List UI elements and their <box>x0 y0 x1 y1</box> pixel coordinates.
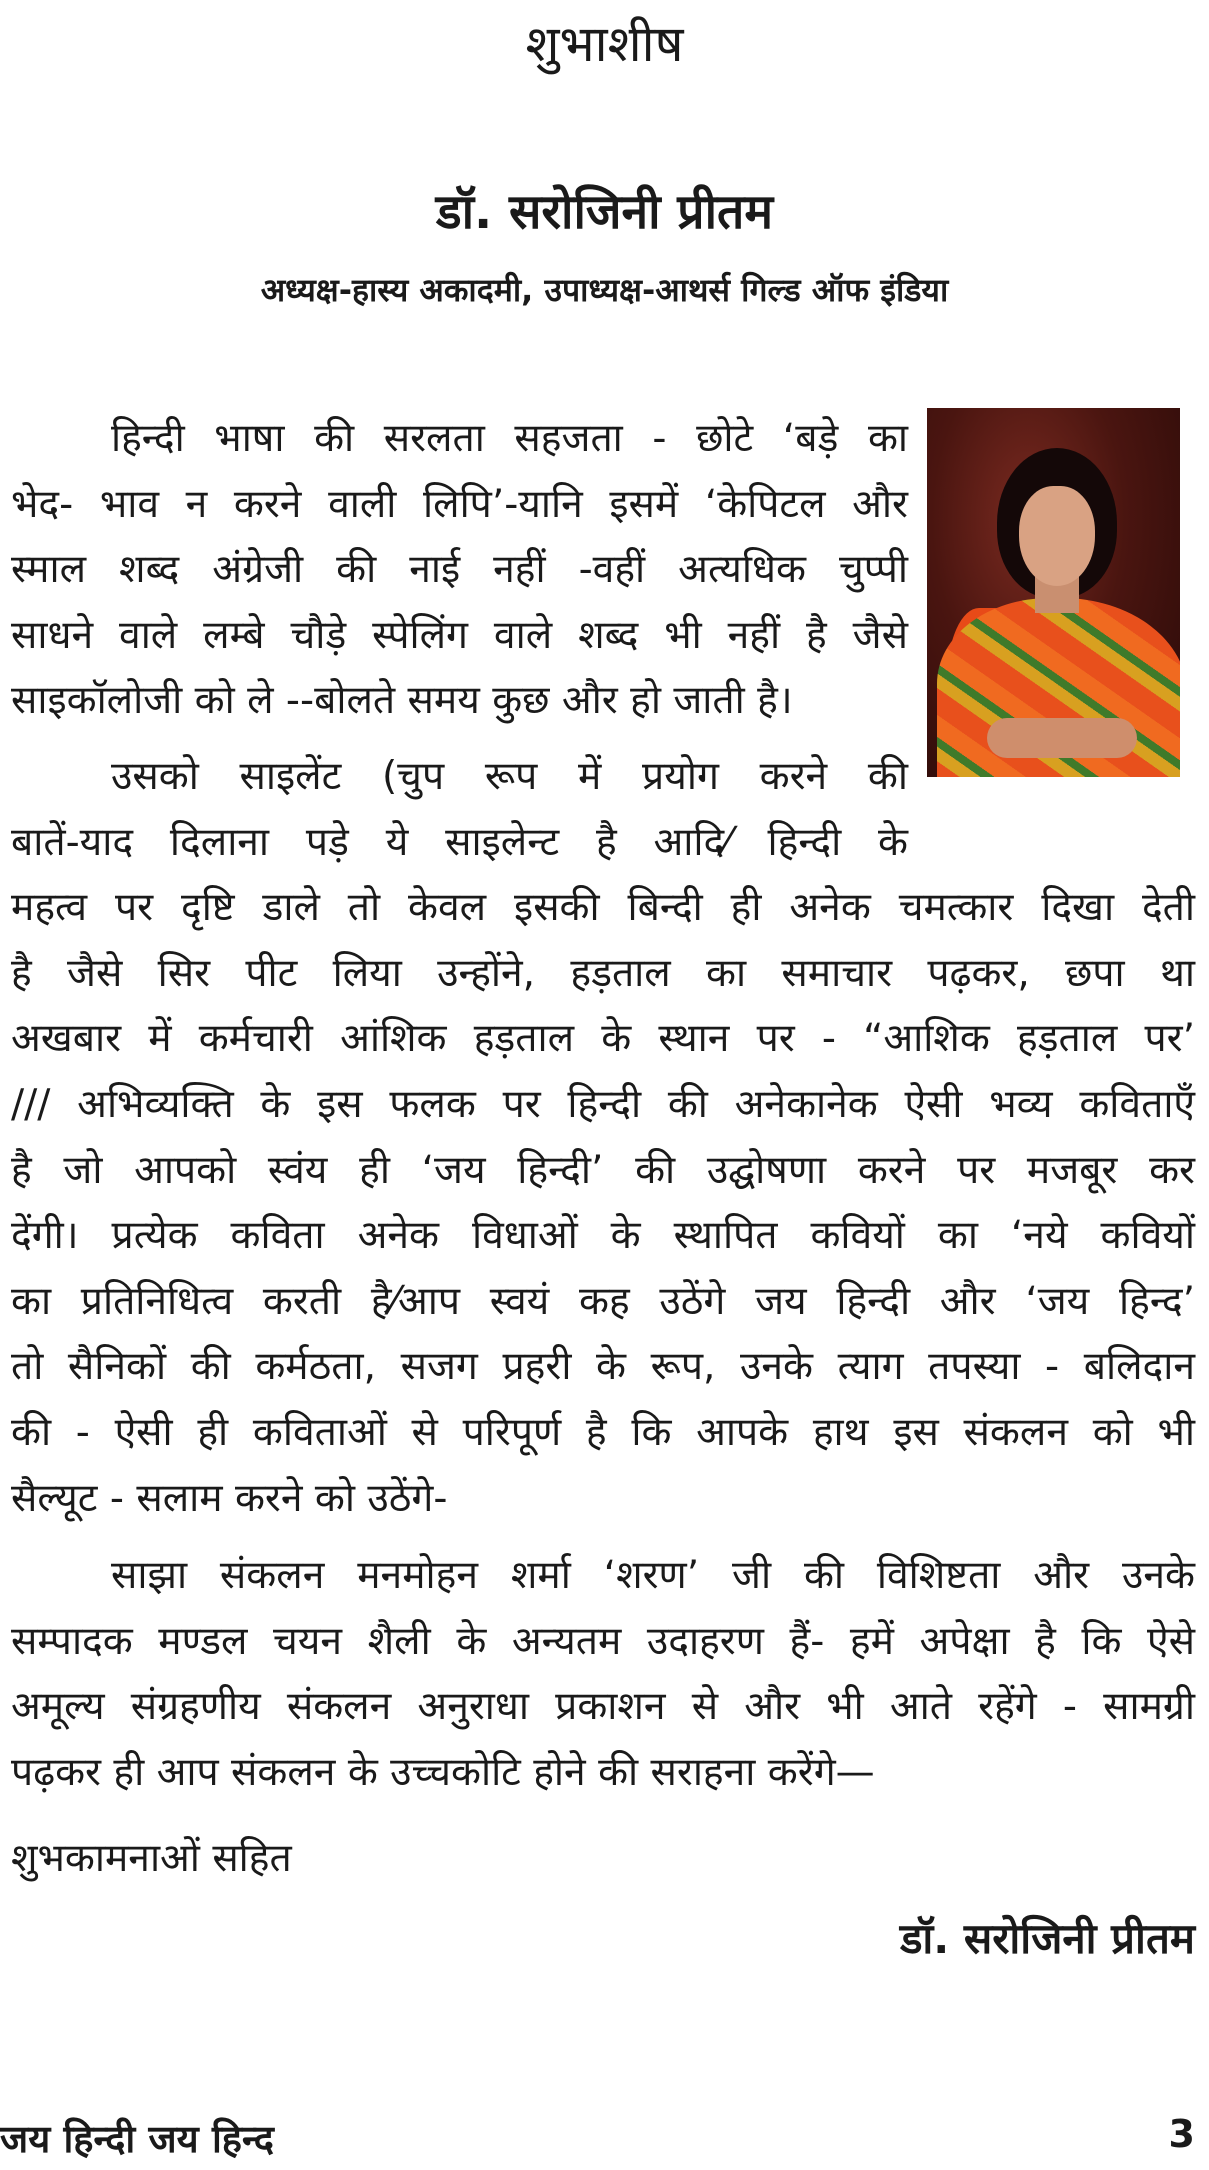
text-line: हिन्दी भाषा की सरलता सहजता - छोटे ‘बड़े का <box>111 416 908 461</box>
text-line: देंगी। प्रत्येक कविता अनेक विधाओं के स्थापित कवियों का ‘नये कवियों <box>11 1213 1195 1259</box>
page-number: 3 <box>1168 2112 1195 2156</box>
text-line: सैल्यूट - सलाम करने को उठेंगे- <box>11 1475 448 1521</box>
closing-text: शुभकामनाओं सहित <box>11 1836 292 1881</box>
text-line: साइकॉलोजी को ले --बोलते समय कुछ और हो जाती है। <box>11 678 793 724</box>
text-line: अखबार में कर्मचारी आंशिक हड़ताल के स्थान पर - “आशिक हड़ताल पर’ <box>11 1016 1195 1062</box>
text-line: /// अभिव्यक्ति के इस फलक पर हिन्दी की अनेकानेक ऐसी भव्य कविताएँ <box>11 1082 1195 1127</box>
text-line: साधने वाले लम्बे चौड़े स्पेलिंग वाले शब्द भी नहीं है जैसे <box>11 612 908 658</box>
text-line: सम्पादक मण्डल चयन शैली के अन्यतम उदाहरण हैं- हमें अपेक्षा है कि ऐसे <box>11 1618 1195 1664</box>
text-line: का प्रतिनिधित्व करती है⁄आप स्वयं कह उठेंगे जय हिन्दी और ‘जय हिन्द’ <box>11 1278 1195 1324</box>
text-line: भेद- भाव न करने वाली लिपि’-यानि इसमें ‘केपिटल और <box>11 481 908 527</box>
text-line: पढ़कर ही आप संकलन के उच्चकोटि होने की सराहना करेंगे— <box>11 1750 875 1795</box>
text-line: उसको साइलेंट (चुप रूप में प्रयोग करने की <box>111 754 908 799</box>
author-designation: अध्यक्ष-हास्य अकादमी, उपाध्यक्ष-आथर्स गिल्ड ऑफ इंडिया <box>260 271 949 309</box>
text-line: तो सैनिकों की कर्मठता, सजग प्रहरी के रूप, उनके त्याग तपस्या - बलिदान <box>11 1344 1195 1390</box>
text-line: है जो आपको स्वंय ही ‘जय हिन्दी’ की उद्घोषणा करने पर मजबूर कर <box>11 1147 1195 1193</box>
text-line: स्माल शब्द अंग्रेजी की नाई नहीं -वहीं अत्यधिक चुप्पी <box>11 547 908 593</box>
book-title: जय हिन्दी जय हिन्द <box>0 2117 274 2161</box>
page-title: शुभाशीष <box>525 15 684 73</box>
text-line: बातें-याद दिलाना पड़े ये साइलेन्ट है आदि⁄ हिन्दी के <box>11 819 908 865</box>
text-line: साझा संकलन मनमोहन शर्मा ‘शरण’ जी की विशिष्टता और उनके <box>111 1553 1195 1599</box>
text-line: है जैसे सिर पीट लिया उन्होंने, हड़ताल का समाचार पढ़कर, छपा था <box>11 950 1195 996</box>
text-line: की - ऐसी ही कविताओं से परिपूर्ण है कि आपके हाथ इस संकलन को भी <box>11 1410 1195 1455</box>
text-line: अमूल्य संग्रहणीय संकलन अनुराधा प्रकाशन से और भी आते रहेंगे - सामग्री <box>11 1684 1195 1730</box>
signature: डॉ. सरोजिनी प्रीतम <box>899 1914 1195 1963</box>
author-photo <box>927 408 1180 777</box>
author-name: डॉ. सरोजिनी प्रीतम <box>435 184 774 240</box>
page-footer <box>0 2112 1209 2166</box>
text-line: महत्व पर दृष्टि डाले तो केवल इसकी बिन्दी ही अनेक चमत्कार दिखा देती <box>11 885 1195 931</box>
